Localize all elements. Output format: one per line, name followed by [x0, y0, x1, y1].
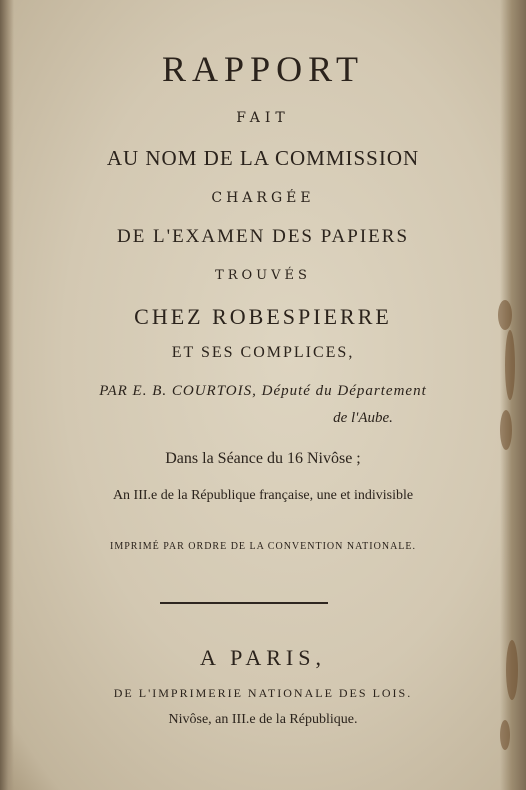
- line-commission: AU NOM DE LA COMMISSION: [106, 146, 420, 170]
- title-rapport: RAPPORT: [162, 49, 364, 89]
- author-line: PAR E. B. COURTOIS, Député du Département: [99, 383, 427, 399]
- line-trouves: TROUVÉS: [215, 268, 311, 283]
- imprime-line: IMPRIMÉ PAR ORDRE DE LA CONVENTION NATIONALE.: [109, 541, 417, 552]
- place-paris: A PARIS,: [199, 645, 326, 670]
- imprint-date: Nivôse, an III.e de la République.: [168, 712, 358, 727]
- line-chez-robespierre: CHEZ ROBESPIERRE: [134, 304, 392, 329]
- line-examen: DE L'EXAMEN DES PAPIERS: [116, 226, 410, 247]
- author-department: de l'Aube.: [333, 410, 393, 426]
- decorative-rule: [160, 602, 328, 604]
- seance-line: Dans la Séance du 16 Nivôse ;: [165, 450, 361, 467]
- line-chargee: CHARGÉE: [211, 190, 315, 206]
- line-complices: ET SES COMPLICES,: [171, 344, 355, 361]
- line-fait: FAIT: [236, 110, 290, 126]
- an-iii-line: An III.e de la République française, une et indivisible: [112, 488, 414, 503]
- imprimerie-line: DE L'IMPRIMERIE NATIONALE DES LOIS.: [113, 686, 413, 700]
